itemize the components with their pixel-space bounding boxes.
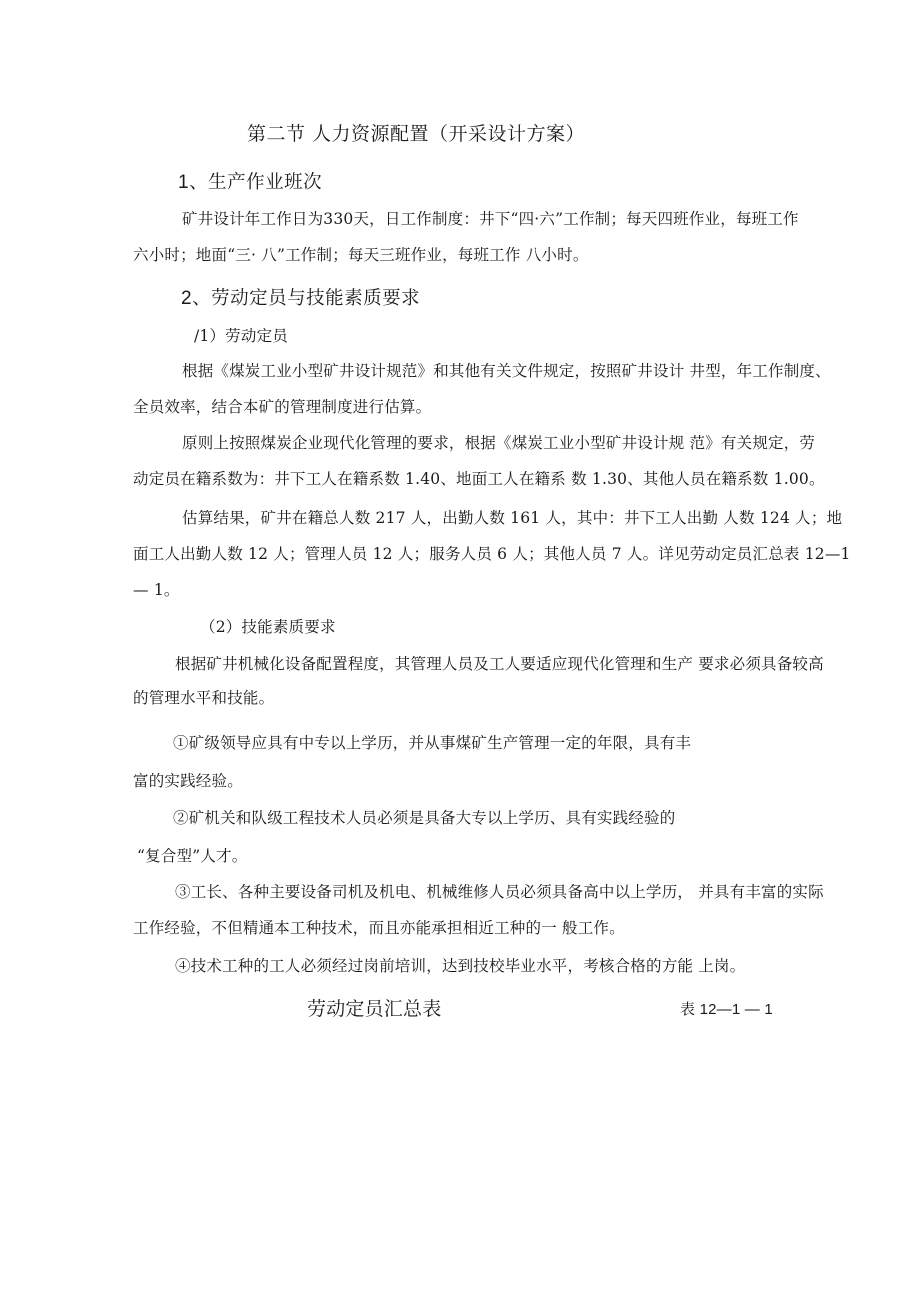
para-3-line-1: 估算结果，矿井在籍总人数 217 人，出勤人数 161 人，其中：井下工人出勤 人数 124 人；地: [182, 509, 843, 527]
section-1-para-line-1: 矿井设计年工作日为330天，日工作制度：井下“四·六”工作制；每天四班作业，每班工作: [182, 210, 799, 228]
section-1-title: 、生产作业班次: [189, 172, 323, 193]
para-3-line-3: — 1。: [133, 581, 180, 599]
table-reference: 表 12—1 — 1: [680, 1001, 773, 1018]
para-1-line-1: 根据《煤炭工业小型矿井设计规范》和其他有关文件规定，按照矿井设计 井型，年工作制度、: [182, 362, 831, 380]
para-4-line-2: 的管理水平和技能。: [133, 689, 275, 707]
para-2-line-2: 动定员在籍系数为：井下工人在籍系数 1.40、地面工人在籍系 数 1.30、其他人员在籍系数 1.00。: [133, 470, 825, 488]
para-1-line-2: 全员效率，结合本矿的管理制度进行估算。: [133, 398, 432, 416]
section-2-heading: [181, 287, 420, 311]
subsection-2-heading: （2）技能素质要求: [200, 618, 336, 636]
item-3-line-2: 工作经验，不但精通本工种技术，而且亦能承担相近工种的一 般工作。: [133, 919, 625, 937]
section-1-heading: [178, 171, 322, 195]
table-title: 劳动定员汇总表: [307, 998, 442, 1020]
subsection-1-heading: /1）劳动定员: [194, 327, 288, 345]
section-1-number: 1: [178, 172, 190, 193]
section-2-number: 2: [181, 288, 193, 309]
item-1-line-1: ①矿级领导应具有中专以上学历，并从事煤矿生产管理一定的年限，具有丰: [173, 734, 692, 752]
section-1-para-line-2: 六小时；地面“三· 八”工作制；每天三班作业，每班工作 八小时。: [133, 246, 589, 264]
item-4-line-1: ④技术工种的工人必须经过岗前培训，达到技校毕业水平，考核合格的方能 上岗。: [175, 957, 746, 975]
item-3-line-1: ③工长、各种主要设备司机及机电、机械维修人员必须具备高中以上学历， 并具有丰富的实际: [175, 883, 824, 901]
para-2-line-1: 原则上按照煤炭企业现代化管理的要求，根据《煤炭工业小型矿井设计规 范》有关规定，劳: [182, 434, 816, 452]
page-title: 第二节 人力资源配置（开采设计方案）: [247, 123, 586, 145]
section-2-title: 、劳动定员与技能素质要求: [192, 288, 421, 309]
item-2-line-1: ②矿机关和队级工程技术人员必须是具备大专以上学历、具有实践经验的: [173, 809, 676, 827]
item-2-line-2: “复合型”人才。: [137, 847, 248, 865]
item-1-line-2: 富的实践经验。: [133, 772, 243, 790]
para-3-line-2: 面工人出勤人数 12 人；管理人员 12 人；服务人员 6 人；其他人员 7 人。详见劳动定员汇总表 12—1: [133, 545, 851, 563]
para-4-line-1: 根据矿井机械化设备配置程度，其管理人员及工人要适应现代化管理和生产 要求必须具备较高: [175, 655, 824, 673]
